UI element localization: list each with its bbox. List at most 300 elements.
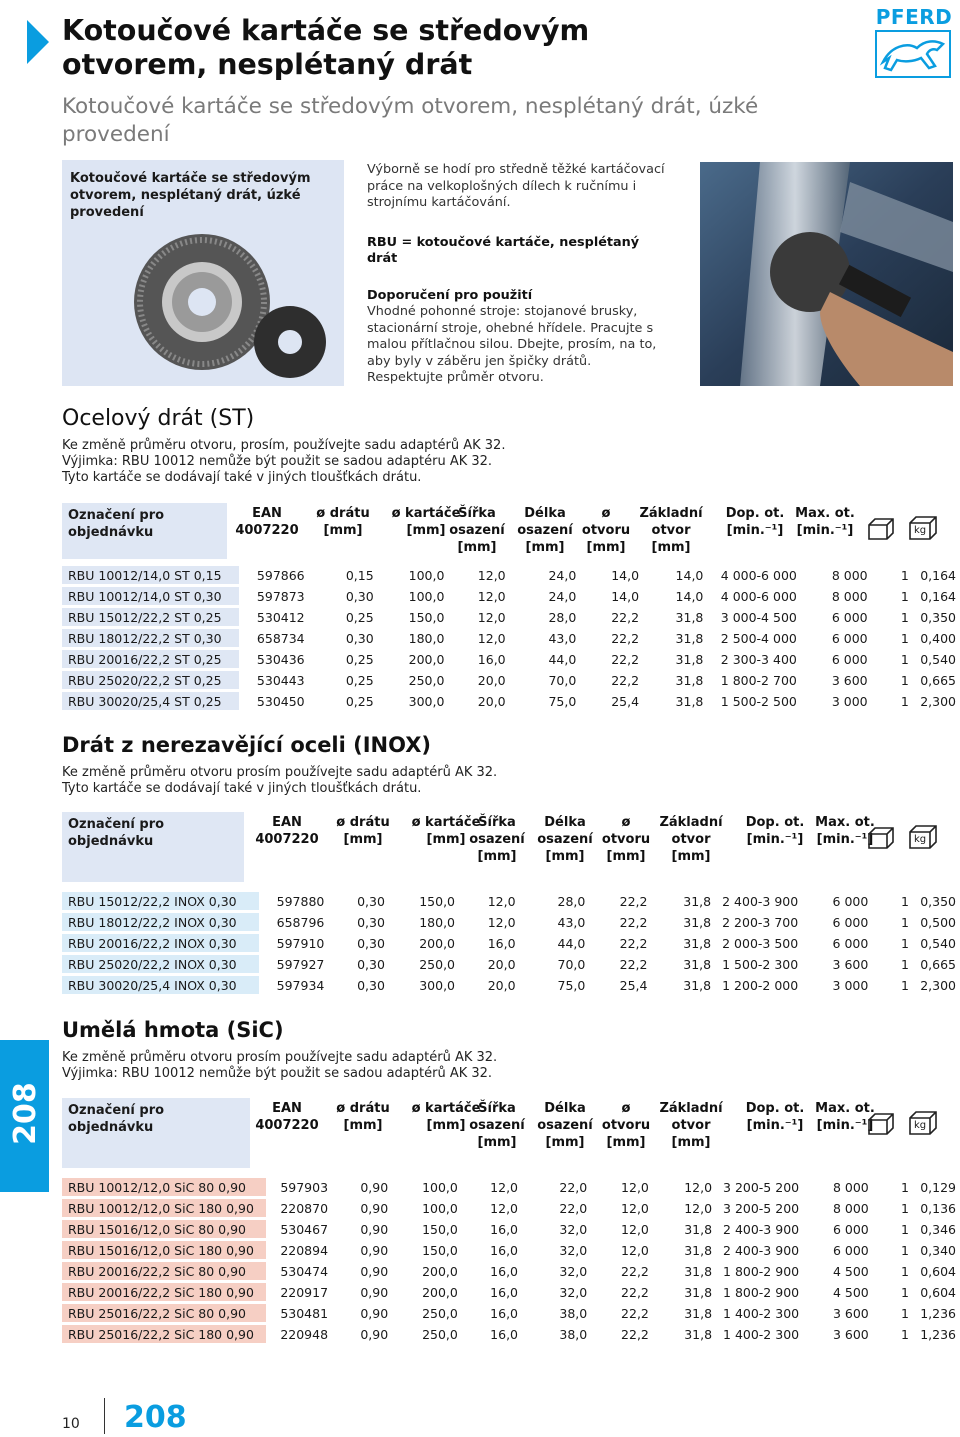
header-wire: ø drátu [mm] bbox=[316, 506, 370, 538]
cell-value: 0,30 bbox=[357, 935, 385, 951]
header-ean: EAN 4007220 bbox=[255, 1101, 319, 1133]
cell-value: 70,0 bbox=[557, 956, 586, 972]
weight-kg-icon bbox=[908, 515, 940, 541]
cell-value: 1 bbox=[900, 956, 909, 972]
cell-value: 31,8 bbox=[675, 630, 704, 646]
cell-value: 0,30 bbox=[357, 914, 385, 930]
cell-value: 1 400-2 300 bbox=[723, 1305, 800, 1321]
cell-value: 25,4 bbox=[619, 977, 648, 993]
cell-value: 3 000 bbox=[832, 977, 869, 993]
cell-value: 44,0 bbox=[557, 935, 586, 951]
cell-value: 14,0 bbox=[675, 588, 704, 604]
cell-value: 1 bbox=[900, 1242, 909, 1258]
kg-label: kg bbox=[914, 525, 927, 536]
table-row bbox=[62, 629, 960, 647]
cell-value: 31,8 bbox=[683, 893, 712, 909]
cell-value: 220948 bbox=[280, 1326, 329, 1342]
cell-value: 3 200-5 200 bbox=[723, 1200, 800, 1216]
cell-value: 25,4 bbox=[611, 693, 640, 709]
cell-value: 3 600 bbox=[832, 956, 869, 972]
header-wire: ø drátu [mm] bbox=[336, 1101, 390, 1133]
cell-value: 0,540 bbox=[920, 651, 956, 667]
recommendation-title: Doporučení pro použití bbox=[367, 287, 533, 303]
cell-value: 597873 bbox=[256, 588, 305, 604]
cell-value: 31,8 bbox=[684, 1284, 713, 1300]
page-number-small: 10 bbox=[62, 1416, 80, 1432]
cell-value: 16,0 bbox=[490, 1284, 519, 1300]
cell-value: 250,0 bbox=[422, 1305, 458, 1321]
cell-value: 75,0 bbox=[557, 977, 586, 993]
cell-value: 250,0 bbox=[419, 956, 456, 972]
cell-value: 31,8 bbox=[683, 914, 712, 930]
cell-value: 1 bbox=[900, 609, 909, 625]
cell-value: 43,0 bbox=[548, 630, 577, 646]
section-title-st: Ocelový drát (ST) bbox=[62, 406, 255, 431]
table-row bbox=[62, 1262, 960, 1280]
cell-order-name: RBU 10012/12,0 SiC 180 0,90 bbox=[62, 1199, 266, 1217]
cell-value: 530450 bbox=[256, 693, 305, 709]
cell-value: 4 500 bbox=[832, 1263, 869, 1279]
table-row bbox=[62, 955, 960, 973]
cell-value: 6 000 bbox=[831, 651, 868, 667]
cell-value: 3 600 bbox=[832, 1326, 869, 1342]
cell-value: 8 000 bbox=[832, 1179, 869, 1195]
cell-value: 75,0 bbox=[548, 693, 577, 709]
cell-value: 2 000-3 500 bbox=[722, 935, 799, 951]
cell-value: 20,0 bbox=[477, 693, 506, 709]
cell-value: 1,236 bbox=[920, 1305, 956, 1321]
header-length: Délka osazení [mm] bbox=[517, 506, 573, 555]
cell-value: 0,346 bbox=[920, 1221, 956, 1237]
cell-value: 4 000-6 000 bbox=[720, 588, 797, 604]
cell-value: 31,8 bbox=[675, 672, 704, 688]
cell-order-name: RBU 20016/22,2 INOX 0,30 bbox=[62, 934, 259, 952]
header-base: Základní otvor [mm] bbox=[659, 815, 723, 864]
cell-value: 597880 bbox=[276, 893, 325, 909]
cell-value: 100,0 bbox=[408, 567, 445, 583]
cell-value: 12,0 bbox=[621, 1221, 649, 1237]
cell-order-name: RBU 25020/22,2 INOX 0,30 bbox=[62, 955, 259, 973]
cell-value: 12,0 bbox=[490, 1179, 519, 1195]
page-title: Kotoučové kartáče se středovým otvorem, nesplétaný drát bbox=[62, 14, 590, 81]
cell-value: 1 200-2 000 bbox=[722, 977, 799, 993]
cell-value: 180,0 bbox=[419, 914, 456, 930]
cell-value: 16,0 bbox=[477, 651, 506, 667]
cell-value: 658796 bbox=[276, 914, 325, 930]
cell-value: 1 bbox=[900, 977, 909, 993]
cell-value: 20,0 bbox=[487, 977, 516, 993]
side-page-tab bbox=[0, 1040, 49, 1192]
note: Ke změně průměru otvoru prosím používejte sadu adaptérů AK 32. bbox=[62, 765, 498, 780]
cell-value: 220894 bbox=[280, 1242, 329, 1258]
cell-value: 1 bbox=[900, 1263, 909, 1279]
table-row bbox=[62, 1199, 960, 1217]
note: Tyto kartáče se dodávají také v jiných tloušťkách drátu. bbox=[62, 781, 422, 796]
box-icon bbox=[867, 826, 895, 850]
cell-value: 28,0 bbox=[548, 609, 577, 625]
table-row bbox=[62, 692, 960, 710]
cell-value: 220917 bbox=[280, 1284, 329, 1300]
cell-value: 6 000 bbox=[831, 609, 868, 625]
recommendation-text: Vhodné pohonné stroje: stojanové brusky, stacionární stroje, ohebné hřídele. Pracujte s malou přítlačnou silou. Dbejte, prosím, na to, aby byly v záběru jen špičky drátů. Respektujte průměr otvoru. bbox=[367, 304, 657, 385]
table-sic bbox=[62, 1175, 960, 1346]
cell-value: 31,8 bbox=[683, 956, 712, 972]
note: Tyto kartáče se dodávají také v jiných tloušťkách drátu. bbox=[62, 470, 422, 485]
cell-value: 16,0 bbox=[490, 1263, 519, 1279]
header-dop: Dop. ot. [min.⁻¹] bbox=[725, 506, 785, 538]
cell-value: 0,30 bbox=[357, 893, 385, 909]
cell-value: 0,164 bbox=[920, 567, 956, 583]
cell-value: 0,665 bbox=[920, 672, 956, 688]
cell-value: 8 000 bbox=[831, 588, 868, 604]
cell-order-name: RBU 15012/22,2 INOX 0,30 bbox=[62, 892, 259, 910]
cell-value: 200,0 bbox=[408, 651, 445, 667]
cell-value: 12,0 bbox=[477, 588, 506, 604]
cell-value: 1 500-2 500 bbox=[720, 693, 797, 709]
cell-value: 22,2 bbox=[619, 956, 648, 972]
cell-order-name: RBU 20016/22,2 SiC 80 0,90 bbox=[62, 1262, 266, 1280]
cell-value: 22,2 bbox=[619, 914, 648, 930]
table-row bbox=[62, 1220, 960, 1238]
header-max: Max. ot. [min.⁻¹] bbox=[795, 506, 855, 538]
cell-value: 6 000 bbox=[832, 893, 869, 909]
cell-value: 43,0 bbox=[557, 914, 586, 930]
cell-value: 6 000 bbox=[832, 935, 869, 951]
cell-value: 22,0 bbox=[559, 1179, 588, 1195]
table-row bbox=[62, 1241, 960, 1259]
cell-order-name: RBU 15016/12,0 SiC 180 0,90 bbox=[62, 1241, 266, 1259]
header-dop: Dop. ot. [min.⁻¹] bbox=[745, 1101, 805, 1133]
note: Výjimka: RBU 10012 nemůže být použit se sadou adaptérů AK 32. bbox=[62, 1066, 493, 1081]
cell-value: 14,0 bbox=[611, 588, 640, 604]
header-brush: ø kartáče [mm] bbox=[391, 506, 461, 538]
cell-value: 597910 bbox=[276, 935, 325, 951]
cell-value: 0,90 bbox=[360, 1326, 389, 1342]
cell-value: 24,0 bbox=[548, 567, 577, 583]
cell-value: 0,340 bbox=[920, 1242, 956, 1258]
table-row bbox=[62, 587, 960, 605]
cell-value: 1 bbox=[900, 1200, 909, 1216]
cell-value: 1 bbox=[900, 588, 909, 604]
cell-value: 22,2 bbox=[611, 609, 640, 625]
table-row bbox=[62, 1178, 960, 1196]
cell-value: 16,0 bbox=[490, 1221, 519, 1237]
cell-value: 16,0 bbox=[487, 935, 516, 951]
cell-value: 300,0 bbox=[408, 693, 445, 709]
cell-value: 22,2 bbox=[621, 1263, 649, 1279]
cell-order-name: RBU 30020/25,4 ST 0,25 bbox=[62, 692, 239, 710]
cell-value: 70,0 bbox=[548, 672, 577, 688]
cell-value: 0,90 bbox=[360, 1284, 389, 1300]
intro-box-title: Kotoučové kartáče se středovým otvorem, nesplétaný drát, úzké provedení bbox=[70, 171, 311, 220]
cell-value: 38,0 bbox=[559, 1305, 588, 1321]
cell-value: 0,129 bbox=[920, 1179, 956, 1195]
header-base: Základní otvor [mm] bbox=[639, 506, 703, 555]
cell-order-name: RBU 15012/22,2 ST 0,25 bbox=[62, 608, 239, 626]
cell-value: 22,2 bbox=[611, 672, 640, 688]
cell-value: 12,0 bbox=[684, 1200, 713, 1216]
cell-value: 2 400-3 900 bbox=[723, 1221, 800, 1237]
table-row bbox=[62, 1304, 960, 1322]
cell-value: 0,90 bbox=[360, 1305, 389, 1321]
cell-value: 0,90 bbox=[360, 1179, 389, 1195]
cell-value: 12,0 bbox=[684, 1179, 713, 1195]
lead-text: Výborně se hodí pro středně těžké kartáčovací práce na velkoplošných dílech k ručnímu i strojnímu kartáčování. bbox=[367, 162, 665, 210]
cell-value: 20,0 bbox=[487, 956, 516, 972]
cell-value: 2 400-3 900 bbox=[722, 893, 799, 909]
notes-st bbox=[62, 438, 662, 486]
cell-value: 12,0 bbox=[477, 630, 506, 646]
cell-value: 8 000 bbox=[832, 1200, 869, 1216]
cell-value: 200,0 bbox=[422, 1263, 458, 1279]
side-tab-number: 208 bbox=[7, 1082, 43, 1145]
cell-order-name: RBU 10012/12,0 SiC 80 0,90 bbox=[62, 1178, 266, 1196]
cell-value: 6 000 bbox=[832, 1221, 869, 1237]
table-row bbox=[62, 1325, 960, 1343]
header-width: Šířka osazení [mm] bbox=[469, 1101, 525, 1150]
cell-value: 2 400-3 900 bbox=[723, 1242, 800, 1258]
cell-value: 0,90 bbox=[360, 1200, 389, 1216]
cell-value: 31,8 bbox=[684, 1242, 713, 1258]
page-number-big: 208 bbox=[124, 1400, 187, 1435]
cell-value: 32,0 bbox=[559, 1221, 588, 1237]
cell-value: 12,0 bbox=[487, 914, 516, 930]
cell-value: 16,0 bbox=[490, 1242, 519, 1258]
cell-value: 4 000-6 000 bbox=[720, 567, 797, 583]
cell-order-name: RBU 30020/25,4 INOX 0,30 bbox=[62, 976, 259, 994]
cell-value: 2 300-3 400 bbox=[720, 651, 797, 667]
cell-value: 0,164 bbox=[920, 588, 956, 604]
cell-value: 0,90 bbox=[360, 1221, 389, 1237]
cell-value: 3 200-5 200 bbox=[723, 1179, 800, 1195]
description bbox=[367, 162, 667, 387]
header-order-name: Označení pro objednávku bbox=[62, 812, 244, 882]
cell-value: 1 bbox=[900, 672, 909, 688]
table-st bbox=[62, 563, 960, 713]
cell-order-name: RBU 10012/14,0 ST 0,30 bbox=[62, 587, 239, 605]
cell-value: 200,0 bbox=[422, 1284, 458, 1300]
cell-value: 12,0 bbox=[490, 1200, 519, 1216]
weight-kg-icon bbox=[908, 1110, 940, 1136]
cell-order-name: RBU 20016/22,2 ST 0,25 bbox=[62, 650, 239, 668]
cell-value: 22,2 bbox=[621, 1305, 649, 1321]
cell-value: 12,0 bbox=[621, 1242, 649, 1258]
cell-value: 0,15 bbox=[345, 567, 374, 583]
box-icon bbox=[867, 517, 895, 541]
header-length: Délka osazení [mm] bbox=[537, 1101, 593, 1150]
cell-value: 0,500 bbox=[920, 914, 956, 930]
cell-value: 3 000 bbox=[831, 693, 868, 709]
cell-order-name: RBU 25016/22,2 SiC 180 0,90 bbox=[62, 1325, 266, 1343]
cell-value: 0,90 bbox=[360, 1242, 389, 1258]
section-title-inox: Drát z nerezavějící oceli (INOX) bbox=[62, 733, 432, 757]
header-brush: ø kartáče [mm] bbox=[411, 815, 481, 847]
cell-value: 0,25 bbox=[345, 609, 374, 625]
horse-logo-icon bbox=[875, 30, 951, 78]
table-inox bbox=[62, 889, 960, 997]
table-row bbox=[62, 1283, 960, 1301]
cell-value: 180,0 bbox=[408, 630, 445, 646]
weight-kg-icon bbox=[908, 824, 940, 850]
section-title-sic: Umělá hmota (SiC) bbox=[62, 1018, 284, 1042]
logo-text: PFERD bbox=[875, 5, 953, 29]
cell-value: 1 500-2 300 bbox=[722, 956, 799, 972]
cell-value: 1 800-2 700 bbox=[720, 672, 797, 688]
cell-value: 597903 bbox=[280, 1179, 329, 1195]
cell-value: 22,2 bbox=[611, 630, 640, 646]
header-hole: ø otvoru [mm] bbox=[601, 815, 651, 864]
cell-value: 22,0 bbox=[559, 1200, 588, 1216]
table-row bbox=[62, 671, 960, 689]
cell-value: 44,0 bbox=[548, 651, 577, 667]
cell-value: 31,8 bbox=[684, 1221, 713, 1237]
cell-value: 12,0 bbox=[477, 567, 506, 583]
cell-value: 150,0 bbox=[419, 893, 456, 909]
cell-value: 1 bbox=[900, 1305, 909, 1321]
cell-value: 1 bbox=[900, 630, 909, 646]
cell-value: 597927 bbox=[276, 956, 325, 972]
cell-value: 20,0 bbox=[477, 672, 506, 688]
cell-value: 1 bbox=[900, 893, 909, 909]
table-row bbox=[62, 566, 960, 584]
rbu-definition: RBU = kotoučové kartáče, nesplétaný drát bbox=[367, 234, 640, 266]
cell-value: 150,0 bbox=[408, 609, 445, 625]
cell-value: 12,0 bbox=[477, 609, 506, 625]
cell-value: 12,0 bbox=[487, 893, 516, 909]
cell-value: 22,2 bbox=[621, 1326, 649, 1342]
cell-value: 1 bbox=[900, 1284, 909, 1300]
cell-value: 150,0 bbox=[422, 1221, 458, 1237]
cell-value: 2,300 bbox=[920, 693, 956, 709]
cell-value: 300,0 bbox=[419, 977, 456, 993]
cell-value: 1,236 bbox=[920, 1326, 956, 1342]
cell-value: 38,0 bbox=[559, 1326, 588, 1342]
cell-value: 22,2 bbox=[619, 935, 648, 951]
cell-value: 1 bbox=[900, 914, 909, 930]
page-subtitle: Kotoučové kartáče se středovým otvorem, nesplétaný drát, úzké provedení bbox=[62, 94, 759, 147]
cell-value: 28,0 bbox=[557, 893, 586, 909]
brush-product-image bbox=[122, 230, 332, 380]
cell-value: 530436 bbox=[256, 651, 305, 667]
cell-value: 32,0 bbox=[559, 1263, 588, 1279]
header-ean: EAN 4007220 bbox=[235, 506, 299, 538]
cell-value: 0,25 bbox=[345, 651, 374, 667]
cell-value: 22,2 bbox=[611, 651, 640, 667]
cell-value: 200,0 bbox=[419, 935, 456, 951]
note: Výjimka: RBU 10012 nemůže být použit se sadou adaptéru AK 32. bbox=[62, 454, 493, 469]
title-arrow-icon bbox=[27, 20, 49, 64]
cell-value: 100,0 bbox=[422, 1200, 458, 1216]
cell-value: 530467 bbox=[280, 1221, 329, 1237]
cell-order-name: RBU 25020/22,2 ST 0,25 bbox=[62, 671, 239, 689]
cell-value: 0,665 bbox=[920, 956, 956, 972]
note: Ke změně průměru otvoru, prosím, používejte sadu adaptérů AK 32. bbox=[62, 438, 506, 453]
cell-value: 0,25 bbox=[345, 672, 374, 688]
cell-value: 1 800-2 900 bbox=[723, 1284, 800, 1300]
cell-value: 14,0 bbox=[611, 567, 640, 583]
cell-value: 6 000 bbox=[832, 914, 869, 930]
cell-value: 0,30 bbox=[345, 588, 374, 604]
cell-value: 1 bbox=[900, 935, 909, 951]
cell-value: 3 600 bbox=[831, 672, 868, 688]
cell-order-name: RBU 25016/22,2 SiC 80 0,90 bbox=[62, 1304, 266, 1322]
cell-value: 31,8 bbox=[684, 1326, 713, 1342]
table-row bbox=[62, 976, 960, 994]
cell-value: 16,0 bbox=[490, 1326, 519, 1342]
usage-photo bbox=[700, 162, 953, 386]
cell-value: 1 bbox=[900, 1326, 909, 1342]
cell-value: 2 200-3 700 bbox=[722, 914, 799, 930]
cell-value: 1 800-2 900 bbox=[723, 1263, 800, 1279]
cell-value: 3 000-4 500 bbox=[720, 609, 797, 625]
header-hole: ø otvoru [mm] bbox=[601, 1101, 651, 1150]
table-row bbox=[62, 650, 960, 668]
header-hole: ø otvoru [mm] bbox=[581, 506, 631, 555]
cell-value: 16,0 bbox=[490, 1305, 519, 1321]
header-order-name: Označení pro objednávku bbox=[62, 503, 227, 559]
cell-value: 14,0 bbox=[675, 567, 704, 583]
cell-value: 0,540 bbox=[920, 935, 956, 951]
box-icon bbox=[867, 1112, 895, 1136]
footer-divider bbox=[104, 1398, 105, 1434]
cell-value: 1 bbox=[900, 1179, 909, 1195]
cell-value: 31,8 bbox=[675, 651, 704, 667]
header-wire: ø drátu [mm] bbox=[336, 815, 390, 847]
cell-value: 12,0 bbox=[621, 1179, 649, 1195]
intro-box bbox=[62, 160, 344, 386]
cell-value: 0,30 bbox=[345, 630, 374, 646]
cell-value: 12,0 bbox=[621, 1200, 649, 1216]
cell-value: 0,350 bbox=[920, 893, 956, 909]
cell-value: 0,30 bbox=[357, 956, 385, 972]
cell-value: 0,604 bbox=[920, 1263, 956, 1279]
cell-value: 8 000 bbox=[831, 567, 868, 583]
header-length: Délka osazení [mm] bbox=[537, 815, 593, 864]
cell-value: 32,0 bbox=[559, 1284, 588, 1300]
cell-value: 0,25 bbox=[345, 693, 374, 709]
cell-value: 1 400-2 300 bbox=[723, 1326, 800, 1342]
cell-value: 100,0 bbox=[422, 1179, 458, 1195]
cell-value: 2 500-4 000 bbox=[720, 630, 797, 646]
header-max: Max. ot. [min.⁻¹] bbox=[815, 815, 875, 847]
cell-value: 220870 bbox=[280, 1200, 329, 1216]
cell-value: 150,0 bbox=[422, 1242, 458, 1258]
cell-value: 22,2 bbox=[619, 893, 648, 909]
cell-order-name: RBU 10012/14,0 ST 0,15 bbox=[62, 566, 239, 584]
table-row bbox=[62, 892, 960, 910]
cell-value: 597866 bbox=[256, 567, 305, 583]
cell-value: 31,8 bbox=[684, 1305, 713, 1321]
cell-value: 0,136 bbox=[920, 1200, 956, 1216]
header-width: Šířka osazení [mm] bbox=[469, 815, 525, 864]
table-row bbox=[62, 913, 960, 931]
notes-inox bbox=[62, 765, 662, 797]
header-base: Základní otvor [mm] bbox=[659, 1101, 723, 1150]
notes-sic bbox=[62, 1050, 662, 1082]
cell-value: 530481 bbox=[280, 1305, 329, 1321]
cell-order-name: RBU 15016/12,0 SiC 80 0,90 bbox=[62, 1220, 266, 1238]
cell-value: 31,8 bbox=[675, 609, 704, 625]
cell-value: 6 000 bbox=[831, 630, 868, 646]
header-ean: EAN 4007220 bbox=[255, 815, 319, 847]
cell-value: 0,30 bbox=[357, 977, 385, 993]
cell-value: 1 bbox=[900, 567, 909, 583]
cell-value: 530412 bbox=[256, 609, 305, 625]
cell-value: 31,8 bbox=[684, 1263, 713, 1279]
kg-label: kg bbox=[914, 834, 927, 845]
cell-value: 1 bbox=[900, 1221, 909, 1237]
cell-value: 2,300 bbox=[920, 977, 956, 993]
